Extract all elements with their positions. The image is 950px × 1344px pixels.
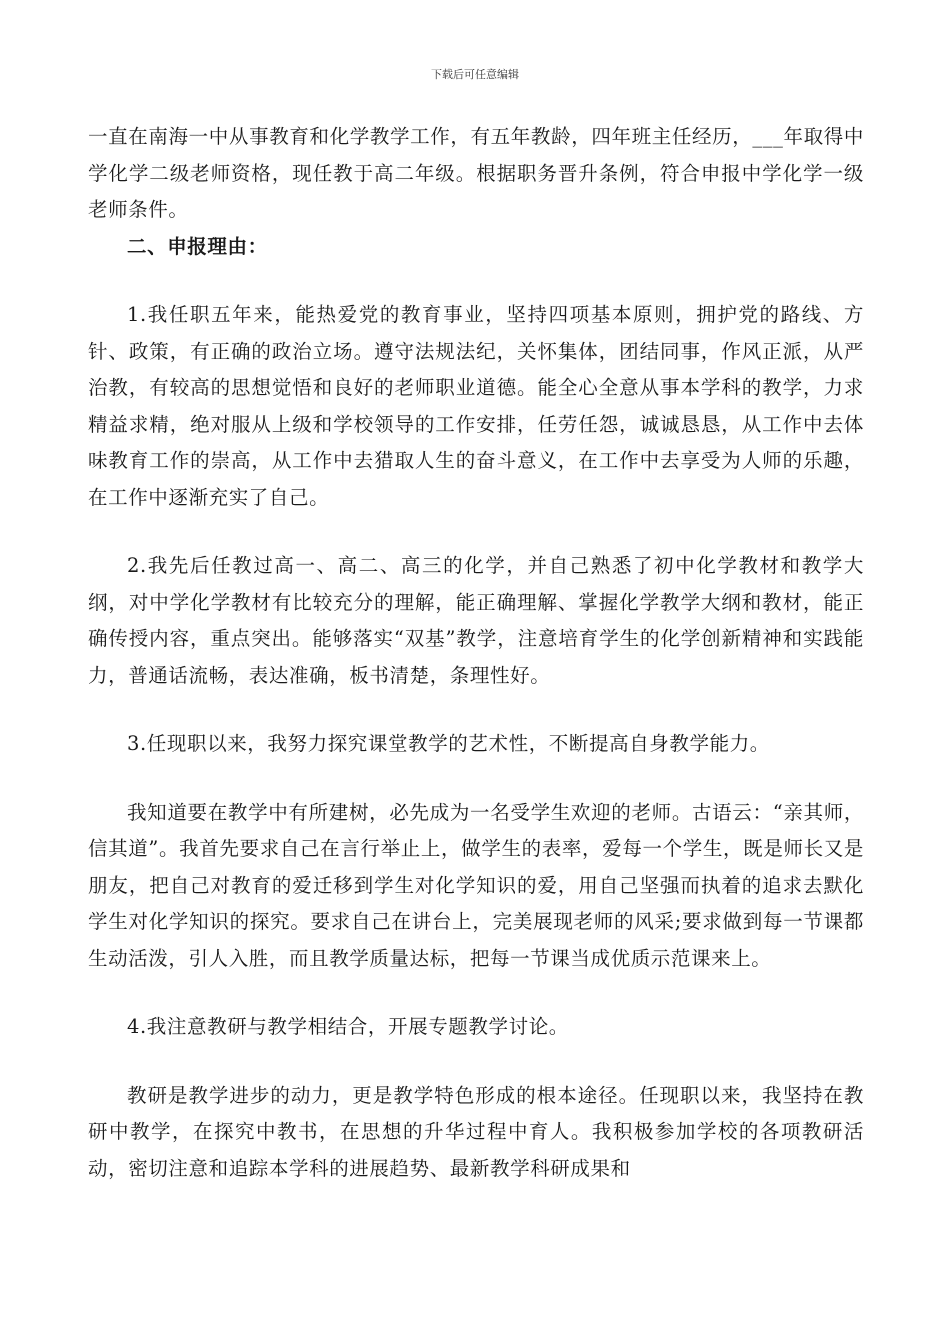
paragraph-reason-1: 1.我任职五年来，能热爱党的教育事业，坚持四项基本原则，拥护党的路线、方针、政策，有正确的政治立场。遵守法规法纪，关怀集体，团结同事，作风正派，从严治教，有较高的思想觉悟和良好的老师职业道德。能全心全意从事本学科的教学，力求精益求精，绝对服从上级和学校领导的工作安排，任劳任怨，诚诚恳恳，从工作中去体味教育工作的崇高，从工作中去猎取人生的奋斗意义，在工作中去享受为人师的乐趣，在工作中逐渐充实了自己。: [88, 303, 864, 509]
section-heading-reasons: 二、申报理由：: [127, 234, 268, 258]
paragraph-reason-2: 2.我先后任教过高一、高二、高三的化学，并自己熟悉了初中化学教材和教学大纲，对中学化学教材有比较充分的理解，能正确理解、掌握化学教学大纲和教材，能正确传授内容，重点突出。能够落实“双基”教学，注意培育学生的化学创新精神和实践能力，普通话流畅，表达准确，板书清楚，条理性好。: [88, 554, 864, 687]
document-body: [88, 119, 864, 1187]
paragraph-reason-4-detail: 教研是教学进步的动力，更是教学特色形成的根本途径。任现职以来，我坚持在教研中教学，在探究中教书，在思想的升华过程中育人。我积极参加学校的各项教研活动，密切注意和追踪本学科的进展趋势、最新教学科研成果和: [88, 1083, 864, 1180]
paragraph-reason-4: 4.我注意教研与教学相结合，开展专题教学讨论。: [127, 1015, 569, 1038]
paragraph-reason-3-detail: 我知道要在教学中有所建树，必先成为一名受学生欢迎的老师。古语云：“亲其师，信其道”。我首先要求自己在言行举止上，做学生的表率，爱每一个学生，既是师长又是朋友，把自己对教育的爱迁移到学生对化学知识的爱，用自己坚强而执着的追求去默化学生对化学知识的探究。要求自己在讲台上，完美展现老师的风采;要求做到每一节课都生动活泼，引人入胜，而且教学质量达标，把每一节课当成优质示范课来上。: [88, 800, 864, 970]
paragraph-intro: 一直在南海一中从事教育和化学教学工作，有五年教龄，四年班主任经历，___年取得中学化学二级老师资格，现任教于高二年级。根据职务晋升条例，符合申报中学化学一级老师条件。: [88, 125, 864, 221]
paragraph-reason-3: 3.任现职以来，我努力探究课堂教学的艺术性，不断提高自身教学能力。: [127, 732, 770, 755]
page-header: 下载后可任意编辑: [431, 68, 519, 81]
